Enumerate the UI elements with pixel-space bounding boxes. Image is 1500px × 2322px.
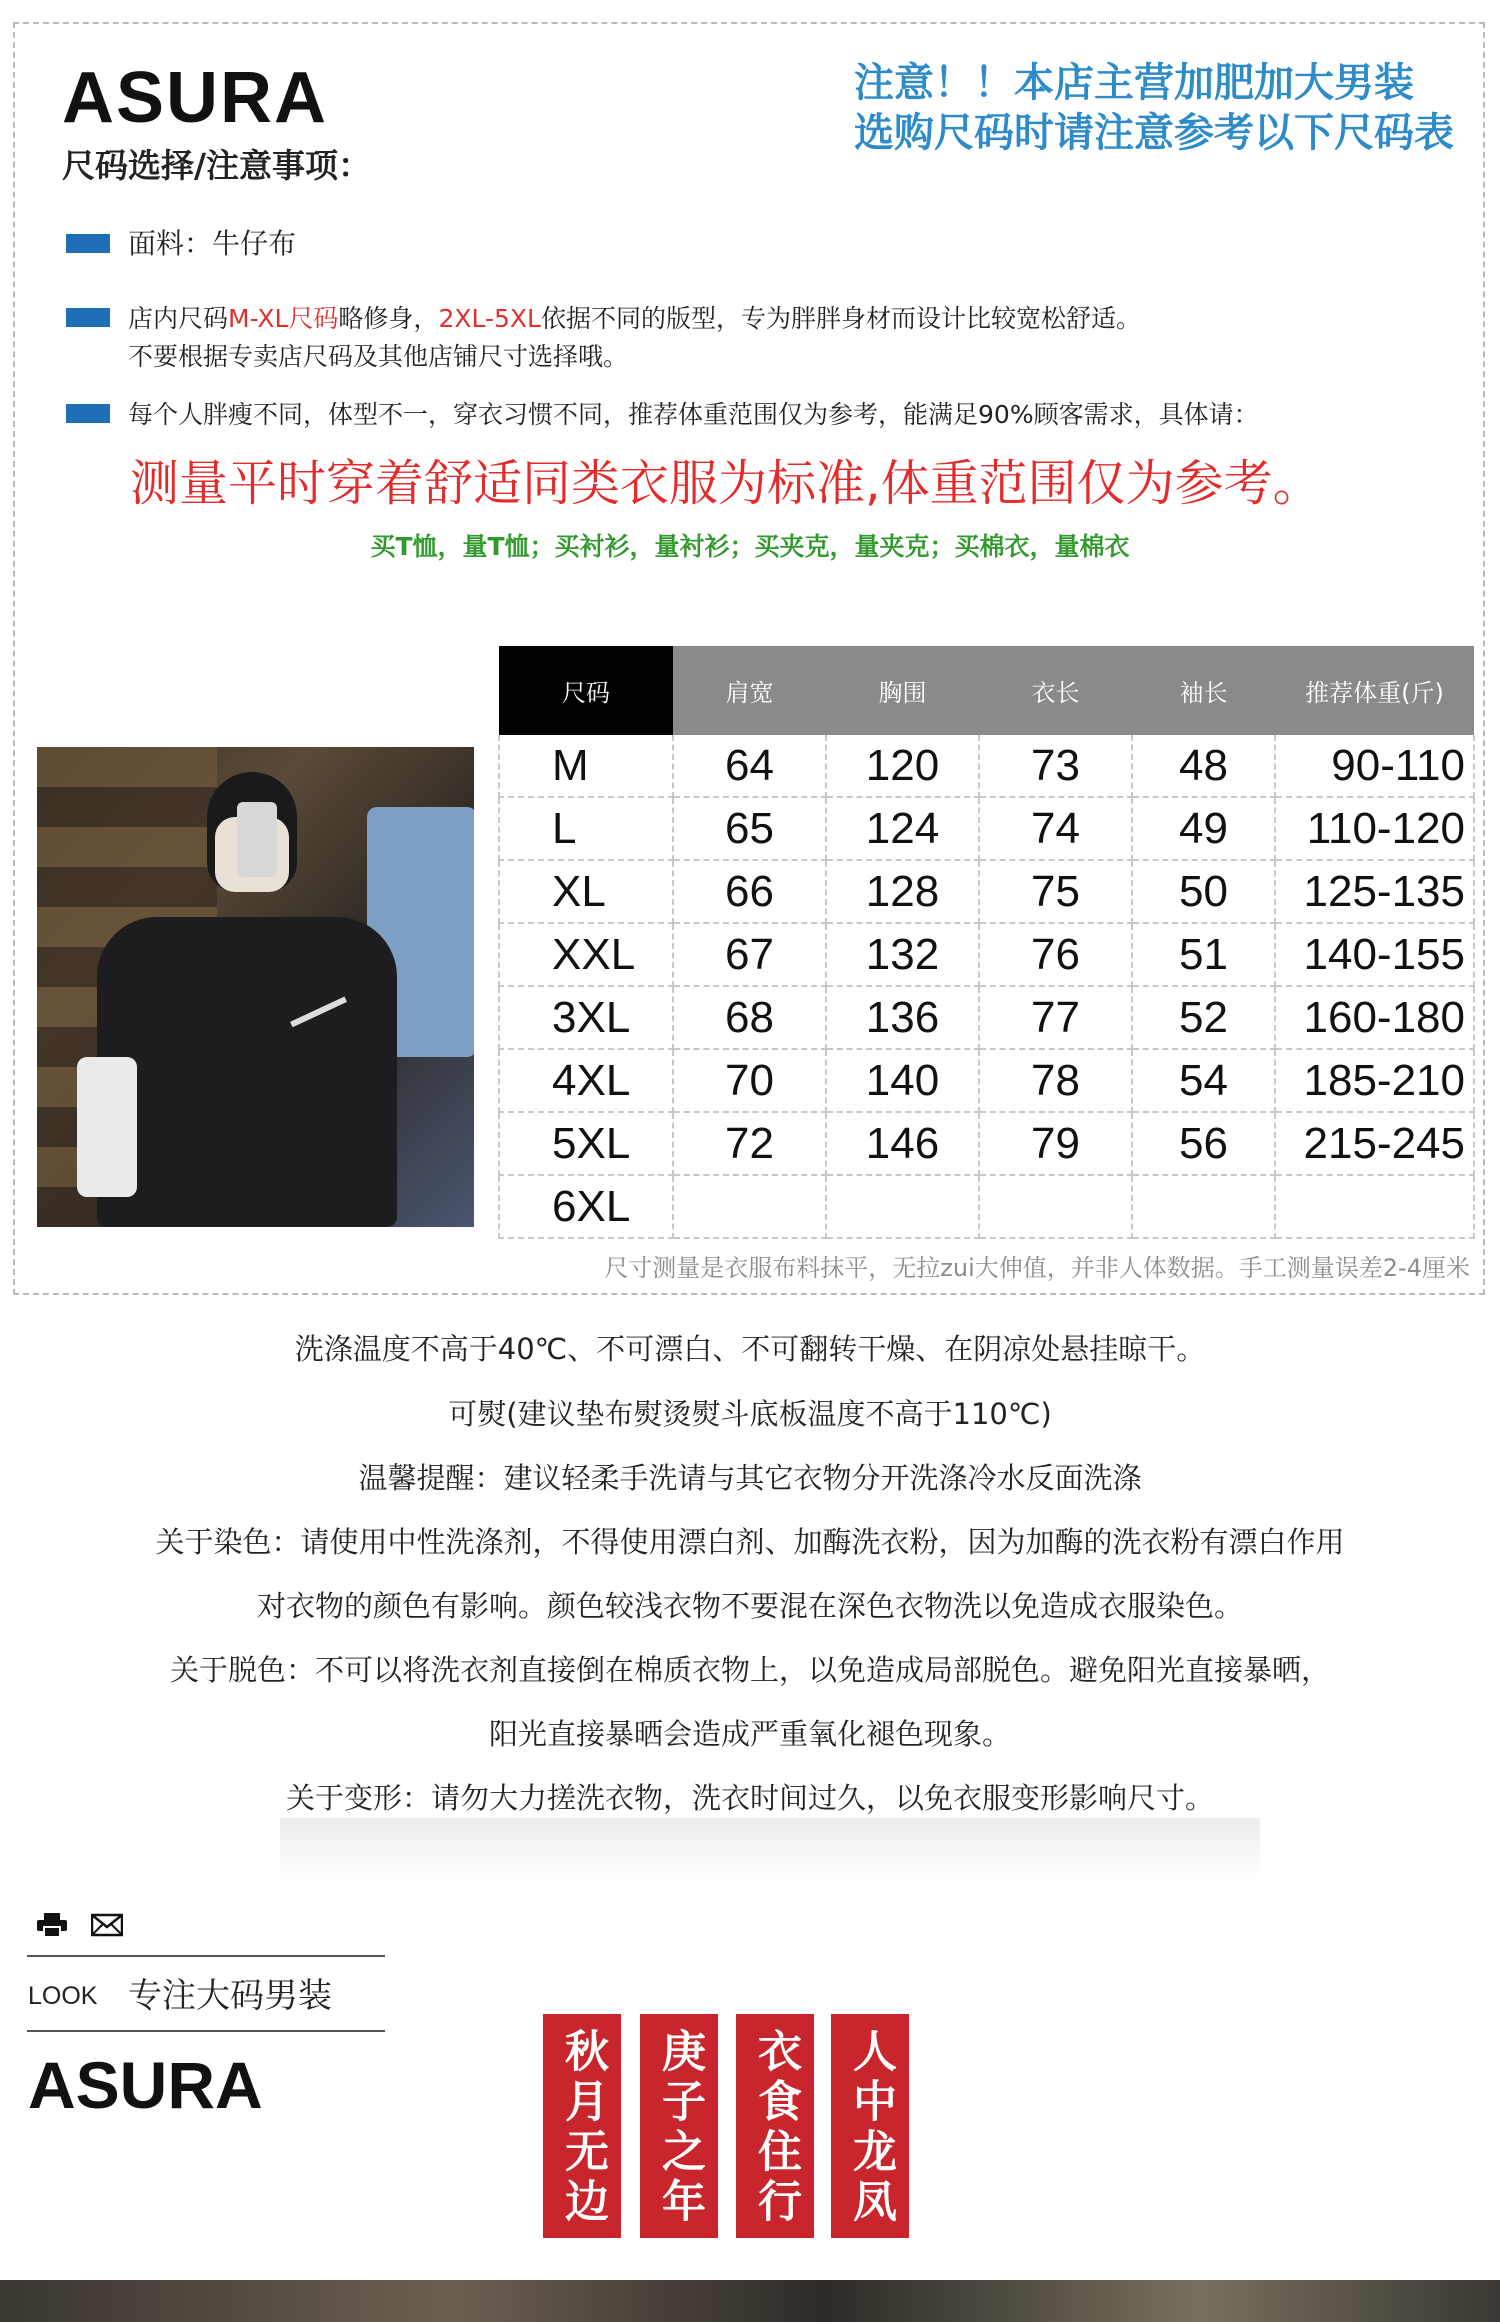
care-line-1: 洗涤温度不高于40℃、不可漂白、不可翻转干燥、在阴凉处悬挂晾干。 bbox=[294, 1332, 1206, 1366]
cell-weight: 185-210 bbox=[1275, 1049, 1474, 1112]
fit-text-part3: 依据不同的版型，专为胖胖身材而设计比较宽松舒适。 bbox=[540, 304, 1141, 333]
size-table-header bbox=[499, 646, 1474, 735]
cell-sleeve: 50 bbox=[1132, 860, 1275, 923]
measurement-advice: 测量平时穿着舒适同类衣服为标准,体重范围仅为参考。 bbox=[130, 455, 1322, 512]
fit-text-red1: M-XL尺码 bbox=[228, 304, 339, 333]
seal-3-text: 衣食住行 bbox=[750, 2028, 801, 2228]
cell-chest: 136 bbox=[826, 986, 979, 1049]
cell-chest: 146 bbox=[826, 1112, 979, 1175]
product-photo bbox=[37, 747, 474, 1227]
seal-2 bbox=[640, 2014, 718, 2238]
care-line-3: 温馨提醒：建议轻柔手洗请与其它衣物分开洗涤冷水反面洗涤 bbox=[358, 1461, 1142, 1495]
cell-length: 74 bbox=[979, 797, 1132, 860]
cell-length: 77 bbox=[979, 986, 1132, 1049]
cell-size: L bbox=[499, 797, 673, 860]
cell-chest: 132 bbox=[826, 923, 979, 986]
cell-chest: 140 bbox=[826, 1049, 979, 1112]
cell-chest: 124 bbox=[826, 797, 979, 860]
seal-1-text: 秋月无边 bbox=[557, 2028, 608, 2228]
cell-chest: 128 bbox=[826, 860, 979, 923]
cell-length: 73 bbox=[979, 735, 1132, 797]
divider-top bbox=[27, 1955, 385, 1957]
cell-size: M bbox=[499, 735, 673, 797]
cell-shoulder: 72 bbox=[673, 1112, 826, 1175]
body-note-text: 每个人胖瘦不同，体型不一，穿衣习惯不同，推荐体重范围仅为参考，能满足90%顾客需求，具体请： bbox=[128, 400, 1259, 429]
cell-weight: 90-110 bbox=[1275, 735, 1474, 797]
seal-3 bbox=[736, 2014, 814, 2238]
cell-weight: 125-135 bbox=[1275, 860, 1474, 923]
footer-brand-logo: ASURA bbox=[28, 2048, 263, 2122]
header-sleeve: 袖长 bbox=[1132, 646, 1275, 735]
table-row bbox=[499, 1175, 1474, 1238]
cell-shoulder: 65 bbox=[673, 797, 826, 860]
mail-icon[interactable] bbox=[91, 1913, 123, 1937]
cell-weight: 140-155 bbox=[1275, 923, 1474, 986]
notice-block bbox=[854, 58, 1454, 158]
care-line-8: 关于变形：请勿大力搓洗衣物，洗衣时间过久，以免衣服变形影响尺寸。 bbox=[285, 1781, 1214, 1815]
measurement-footnote: 尺寸测量是衣服布料抹平，无拉zui大伸值，并非人体数据。手工测量误差2-4厘米 bbox=[604, 1254, 1470, 1282]
seal-1 bbox=[543, 2014, 621, 2238]
cell-shoulder: 64 bbox=[673, 735, 826, 797]
tagline: 专注大码男装 bbox=[128, 1976, 332, 2016]
cell-sleeve: 51 bbox=[1132, 923, 1275, 986]
divider-bottom bbox=[27, 2030, 385, 2032]
cell-weight: 160-180 bbox=[1275, 986, 1474, 1049]
cell-size: 6XL bbox=[499, 1175, 673, 1238]
cell-length: 79 bbox=[979, 1112, 1132, 1175]
seal-2-text: 庚子之年 bbox=[654, 2028, 705, 2228]
fabric-note bbox=[66, 226, 296, 262]
table-row bbox=[499, 860, 1474, 923]
bullet-marker bbox=[66, 404, 110, 423]
cell-chest bbox=[826, 1175, 979, 1238]
fit-text-part2: 略修身， bbox=[338, 304, 439, 333]
bullet-marker bbox=[66, 308, 110, 327]
cell-sleeve: 54 bbox=[1132, 1049, 1275, 1112]
size-table bbox=[498, 646, 1475, 1239]
cell-sleeve: 48 bbox=[1132, 735, 1275, 797]
photo-phone bbox=[237, 802, 277, 877]
brand-logo: ASURA bbox=[62, 58, 329, 138]
fit-note bbox=[66, 300, 1141, 376]
care-line-5: 对衣物的颜色有影响。颜色较浅衣物不要混在深色衣物洗以免造成衣服染色。 bbox=[256, 1589, 1243, 1623]
table-row bbox=[499, 1049, 1474, 1112]
table-row bbox=[499, 735, 1474, 797]
cell-sleeve bbox=[1132, 1175, 1275, 1238]
notice-line-2: 选购尺码时请注意参考以下尺码表 bbox=[854, 110, 1454, 156]
cell-length: 76 bbox=[979, 923, 1132, 986]
cell-shoulder: 67 bbox=[673, 923, 826, 986]
cell-sleeve: 49 bbox=[1132, 797, 1275, 860]
measurement-tip: 买T恤，量T恤；买衬衫，量衬衫；买夹克，量夹克；买棉衣，量棉衣 bbox=[370, 532, 1130, 561]
photo-white-sleeve bbox=[77, 1057, 137, 1197]
look-label: LOOK bbox=[28, 1982, 98, 2010]
cell-shoulder bbox=[673, 1175, 826, 1238]
cell-size: 5XL bbox=[499, 1112, 673, 1175]
cell-size: 4XL bbox=[499, 1049, 673, 1112]
care-line-6: 关于脱色：不可以将洗衣剂直接倒在棉质衣物上，以免造成局部脱色。避免阳光直接暴晒， bbox=[169, 1653, 1330, 1687]
fabric-text: 面料：牛仔布 bbox=[128, 227, 297, 260]
cell-chest: 120 bbox=[826, 735, 979, 797]
table-row bbox=[499, 923, 1474, 986]
header-chest: 胸围 bbox=[826, 646, 979, 735]
bullet-marker bbox=[66, 234, 110, 253]
care-reflection bbox=[280, 1818, 1260, 1878]
table-row bbox=[499, 986, 1474, 1049]
cell-size: XL bbox=[499, 860, 673, 923]
fit-text-line2: 不要根据专卖店尺码及其他店铺尺寸选择哦。 bbox=[128, 342, 629, 371]
seal-4 bbox=[831, 2014, 909, 2238]
fit-text bbox=[128, 300, 1141, 376]
table-row bbox=[499, 1112, 1474, 1175]
print-icon[interactable] bbox=[37, 1913, 67, 1937]
header-shoulder: 肩宽 bbox=[673, 646, 826, 735]
bottom-banner-photo bbox=[0, 2280, 1500, 2322]
cell-weight: 215-245 bbox=[1275, 1112, 1474, 1175]
body-note bbox=[66, 396, 1259, 434]
header-length: 衣长 bbox=[979, 646, 1132, 735]
seal-4-text: 人中龙凤 bbox=[845, 2028, 896, 2228]
care-line-4: 关于染色：请使用中性洗涤剂，不得使用漂白剂、加酶洗衣粉，因为加酶的洗衣粉有漂白作用 bbox=[155, 1525, 1345, 1559]
cell-shoulder: 70 bbox=[673, 1049, 826, 1112]
table-row bbox=[499, 797, 1474, 860]
cell-sleeve: 52 bbox=[1132, 986, 1275, 1049]
cell-shoulder: 68 bbox=[673, 986, 826, 1049]
page-subtitle: 尺码选择/注意事项： bbox=[62, 146, 372, 185]
cell-weight bbox=[1275, 1175, 1474, 1238]
fit-text-part1: 店内尺码 bbox=[128, 304, 229, 333]
cell-weight: 110-120 bbox=[1275, 797, 1474, 860]
cell-size: 3XL bbox=[499, 986, 673, 1049]
fit-text-red2: 2XL-5XL bbox=[438, 304, 541, 333]
header-weight: 推荐体重(斤) bbox=[1275, 646, 1474, 735]
cell-length: 78 bbox=[979, 1049, 1132, 1112]
photo-denim-jacket bbox=[97, 917, 397, 1227]
care-line-7: 阳光直接暴晒会造成严重氧化褪色现象。 bbox=[488, 1717, 1011, 1751]
cell-size: XXL bbox=[499, 923, 673, 986]
cell-shoulder: 66 bbox=[673, 860, 826, 923]
notice-line-1: 注意！！本店主营加肥加大男装 bbox=[854, 60, 1414, 106]
cell-length bbox=[979, 1175, 1132, 1238]
cell-sleeve: 56 bbox=[1132, 1112, 1275, 1175]
header-size: 尺码 bbox=[499, 646, 673, 735]
cell-length: 75 bbox=[979, 860, 1132, 923]
care-line-2: 可熨(建议垫布熨烫熨斗底板温度不高于110℃) bbox=[448, 1397, 1052, 1431]
